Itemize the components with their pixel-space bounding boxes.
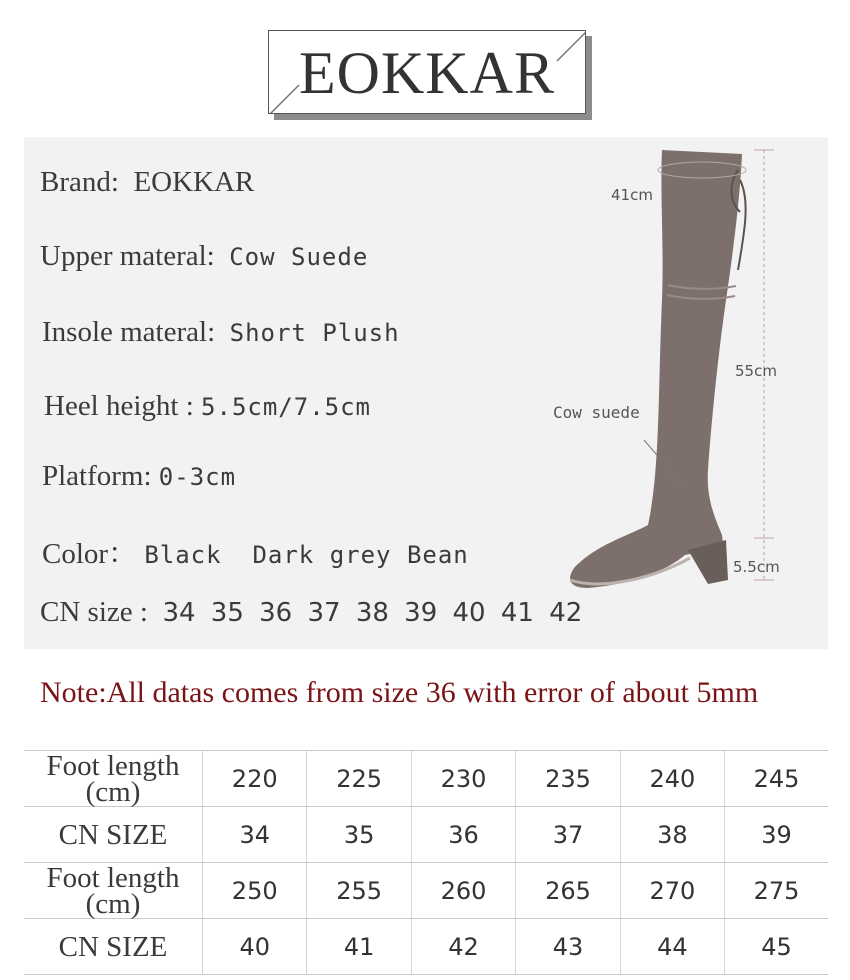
table-row xyxy=(24,807,828,863)
table-cell: 260 xyxy=(411,863,515,919)
cn-size-value: 36 xyxy=(259,598,293,628)
cn-size-value: 34 xyxy=(162,598,196,628)
logo-box xyxy=(268,30,586,114)
table-cell: 35 xyxy=(307,807,411,863)
table-cell: 34 xyxy=(203,807,307,863)
row-header xyxy=(24,807,203,863)
color-label: Color： xyxy=(42,538,138,570)
cn-size-value: 42 xyxy=(549,598,583,628)
shaft-height-label: 55cm xyxy=(735,362,777,380)
spec-platform xyxy=(42,460,236,493)
table-cell: 255 xyxy=(307,863,411,919)
cn-size-value: 41 xyxy=(500,598,534,628)
heel-value: 5.5cm/7.5cm xyxy=(201,393,371,421)
spec-cn-size xyxy=(40,596,590,629)
row-header xyxy=(24,751,203,807)
top-circumference-label: 41cm xyxy=(611,186,653,204)
table-cell: 41 xyxy=(307,919,411,975)
table-cell: 235 xyxy=(516,751,620,807)
platform-label: Platform: xyxy=(42,460,152,492)
upper-value: Cow Suede xyxy=(229,243,369,271)
insole-value: Short Plush xyxy=(229,319,400,347)
upper-label: Upper materal: xyxy=(40,240,215,272)
row-header-line2: (cm) xyxy=(85,775,141,808)
size-table xyxy=(24,750,828,975)
table-cell: 230 xyxy=(411,751,515,807)
row-header-line1: Foot length xyxy=(46,749,180,782)
table-cell: 270 xyxy=(620,863,724,919)
spec-insole xyxy=(42,316,400,349)
row-header-line2: (cm) xyxy=(85,887,141,920)
heel-height-label: 5.5cm xyxy=(733,558,780,576)
table-cell: 42 xyxy=(411,919,515,975)
table-cell: 39 xyxy=(725,807,828,863)
table-cell: 44 xyxy=(620,919,724,975)
brand-value: EOKKAR xyxy=(133,166,255,198)
measurement-note: Note:All datas comes from size 36 with error of about 5mm xyxy=(40,676,759,709)
table-cell: 43 xyxy=(516,919,620,975)
table-cell: 275 xyxy=(725,863,828,919)
row-header-line1: CN SIZE xyxy=(58,930,168,963)
spec-upper xyxy=(40,240,368,273)
material-label: Cow suede xyxy=(553,403,640,422)
table-cell: 37 xyxy=(516,807,620,863)
boot-shape xyxy=(570,150,742,588)
table-cell: 36 xyxy=(411,807,515,863)
table-cell: 240 xyxy=(620,751,724,807)
brand-logo xyxy=(268,30,594,120)
table-cell: 225 xyxy=(307,751,411,807)
spec-heel xyxy=(44,390,371,423)
color-value: Black Dark grey Bean xyxy=(144,541,469,569)
table-cell: 45 xyxy=(725,919,828,975)
table-row xyxy=(24,863,828,919)
row-header-line1: Foot length xyxy=(46,861,180,894)
table-row xyxy=(24,751,828,807)
heel-label: Heel height : xyxy=(44,390,194,422)
table-cell: 38 xyxy=(620,807,724,863)
cn-size-label: CN size : xyxy=(40,596,148,628)
table-cell: 220 xyxy=(203,751,307,807)
table-cell: 250 xyxy=(203,863,307,919)
row-header xyxy=(24,863,203,919)
table-cell: 265 xyxy=(516,863,620,919)
cn-size-value: 38 xyxy=(355,598,389,628)
platform-value: 0-3cm xyxy=(158,463,237,491)
spec-color xyxy=(42,531,469,572)
brand-label: Brand: xyxy=(40,166,119,198)
cn-size-value: 39 xyxy=(404,598,438,628)
table-cell: 40 xyxy=(203,919,307,975)
row-header xyxy=(24,919,203,975)
logo-text: EOKKAR xyxy=(299,40,555,106)
insole-label: Insole materal: xyxy=(42,316,216,348)
cn-size-value: 35 xyxy=(210,598,244,628)
table-row xyxy=(24,919,828,975)
cn-size-value: 40 xyxy=(452,598,486,628)
table-cell: 245 xyxy=(725,751,828,807)
cn-size-value: 37 xyxy=(307,598,341,628)
spec-brand xyxy=(40,166,254,199)
row-header-line1: CN SIZE xyxy=(58,818,168,851)
